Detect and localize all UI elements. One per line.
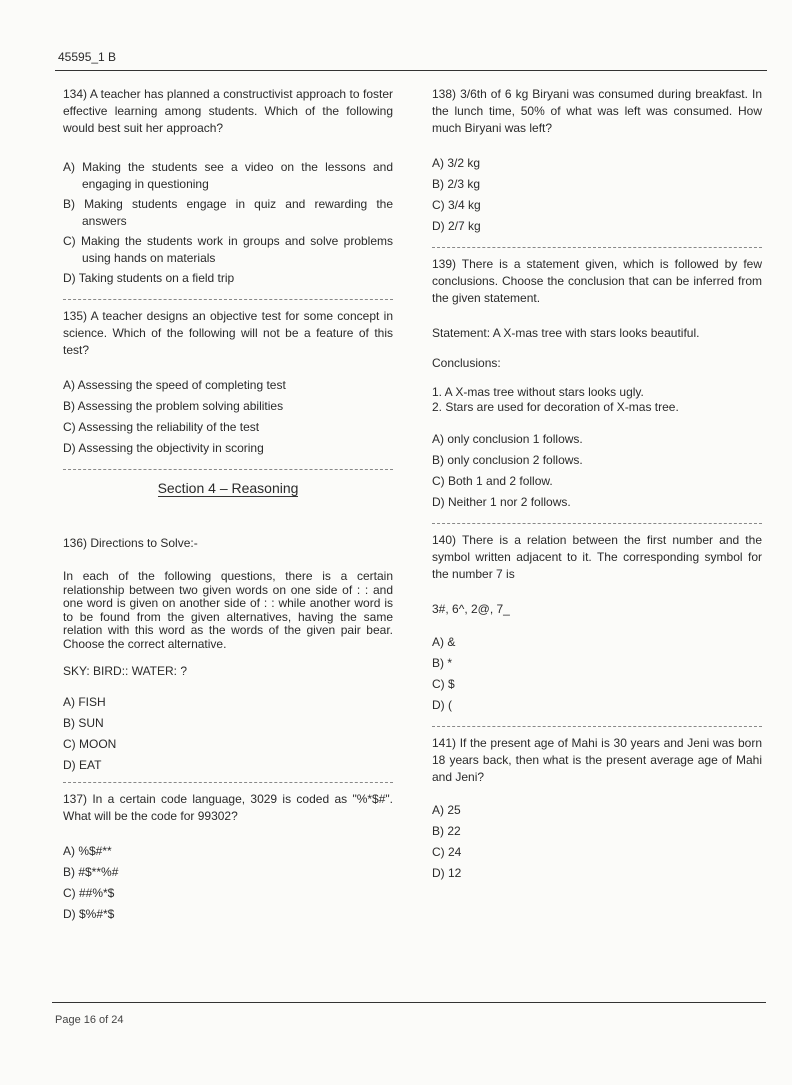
options-list xyxy=(432,155,762,235)
option-c[interactable]: C) Both 1 and 2 follow. xyxy=(432,474,553,488)
options-list xyxy=(63,843,393,923)
statement-text: Statement: A X-mas tree with stars looks beautiful. xyxy=(432,326,700,340)
right-column xyxy=(432,86,762,882)
option-c[interactable]: C) Assessing the reliability of the test xyxy=(63,420,260,434)
conclusions-label: Conclusions: xyxy=(432,356,501,370)
option-d[interactable]: D) $%#*$ xyxy=(63,907,115,921)
question-separator xyxy=(63,469,393,470)
options-list xyxy=(63,159,393,287)
left-column xyxy=(63,86,393,923)
option-a[interactable]: A) %$#** xyxy=(63,844,112,858)
option-c[interactable]: C) 3/4 kg xyxy=(432,198,481,212)
option-a[interactable]: A) Making the students see a video on the lessons and engaging in questioning xyxy=(63,160,393,191)
question-stem: 141) If the present age of Mahi is 30 years and Jeni was born 18 years back, then what is the present average age of Mahi and Jeni? xyxy=(432,736,762,784)
option-c[interactable]: C) ##%*$ xyxy=(63,886,115,900)
options-list xyxy=(63,694,393,774)
option-b[interactable]: B) * xyxy=(432,656,453,670)
conclusion-1: 1. A X-mas tree without stars looks ugly. xyxy=(432,385,644,399)
option-a[interactable]: A) & xyxy=(432,635,456,649)
question-140 xyxy=(432,532,762,714)
option-a[interactable]: A) only conclusion 1 follows. xyxy=(432,432,583,446)
option-a[interactable]: A) FISH xyxy=(63,695,106,709)
question-stem: 135) A teacher designs an objective test for some concept in science. Which of the following will not be a feature of this test? xyxy=(63,309,393,357)
section-title: Section 4 – Reasoning xyxy=(157,480,299,496)
question-stem: 138) 3/6th of 6 kg Biryani was consumed during breakfast. In the lunch time, 50% of what was left was consumed. How much Biryani was left? xyxy=(432,87,762,135)
section-heading xyxy=(63,480,393,497)
question-139 xyxy=(432,256,762,511)
question-separator xyxy=(63,299,393,300)
question-134 xyxy=(63,86,393,287)
analogy-prompt: SKY: BIRD:: WATER: ? xyxy=(63,664,188,678)
question-138 xyxy=(432,86,762,235)
option-a[interactable]: A) 25 xyxy=(432,803,461,817)
option-b[interactable]: B) #$**%# xyxy=(63,865,119,879)
option-b[interactable]: B) 2/3 kg xyxy=(432,177,481,191)
options-list xyxy=(432,431,762,511)
question-stem: 137) In a certain code language, 3029 is coded as "%*$#". What will be the code for 99302? xyxy=(63,792,393,823)
option-b[interactable]: B) Making students engage in quiz and rewarding the answers xyxy=(63,197,393,228)
question-stem: 139) There is a statement given, which is followed by few conclusions. Choose the conclusion that can be inferred from the given statement. xyxy=(432,257,762,305)
option-c[interactable]: C) $ xyxy=(432,677,455,691)
option-d[interactable]: D) ( xyxy=(432,698,452,712)
question-separator xyxy=(432,523,762,524)
symbol-sequence: 3#, 6^, 2@, 7_ xyxy=(432,602,510,616)
question-136 xyxy=(63,535,393,774)
page-number: Page 16 of 24 xyxy=(55,1014,124,1026)
option-b[interactable]: B) 22 xyxy=(432,824,461,838)
option-b[interactable]: B) only conclusion 2 follows. xyxy=(432,453,583,467)
option-d[interactable]: D) EAT xyxy=(63,758,102,772)
options-list xyxy=(432,634,762,714)
option-d[interactable]: D) Neither 1 nor 2 follows. xyxy=(432,495,571,509)
options-list xyxy=(432,802,762,882)
option-b[interactable]: B) SUN xyxy=(63,716,104,730)
question-135 xyxy=(63,308,393,457)
directions-heading: 136) Directions to Solve:- xyxy=(63,536,198,550)
option-d[interactable]: D) Taking students on a field trip xyxy=(63,271,235,285)
question-separator xyxy=(63,782,393,783)
options-list xyxy=(63,377,393,457)
conclusion-2: 2. Stars are used for decoration of X-mas tree. xyxy=(432,400,679,414)
footer-divider xyxy=(52,1002,766,1003)
option-a[interactable]: A) Assessing the speed of completing test xyxy=(63,378,286,392)
question-separator xyxy=(432,247,762,248)
option-d[interactable]: D) 2/7 kg xyxy=(432,219,481,233)
directions-body: In each of the following questions, there is a certain relationship between two given words on one side of : : and one word is given on another side of : : while another word is to be found from the given alternatives, having the same relation with this word as the words of the given pair bear. Choose the correct alternative. xyxy=(63,569,393,651)
option-d[interactable]: D) Assessing the objectivity in scoring xyxy=(63,441,264,455)
option-a[interactable]: A) 3/2 kg xyxy=(432,156,481,170)
question-137 xyxy=(63,791,393,923)
option-c[interactable]: C) Making the students work in groups and solve problems using hands on materials xyxy=(63,234,393,265)
header-divider xyxy=(55,70,767,71)
question-stem: 140) There is a relation between the first number and the symbol written adjacent to it. The corresponding symbol for the number 7 is xyxy=(432,533,762,581)
question-separator xyxy=(432,726,762,727)
option-c[interactable]: C) 24 xyxy=(432,845,462,859)
question-stem: 134) A teacher has planned a constructivist approach to foster effective learning among students. Which of the following would best suit her approach? xyxy=(63,87,393,135)
document-id: 45595_1 B xyxy=(58,50,117,64)
question-141 xyxy=(432,735,762,882)
option-c[interactable]: C) MOON xyxy=(63,737,117,751)
option-b[interactable]: B) Assessing the problem solving abilities xyxy=(63,399,284,413)
option-d[interactable]: D) 12 xyxy=(432,866,462,880)
